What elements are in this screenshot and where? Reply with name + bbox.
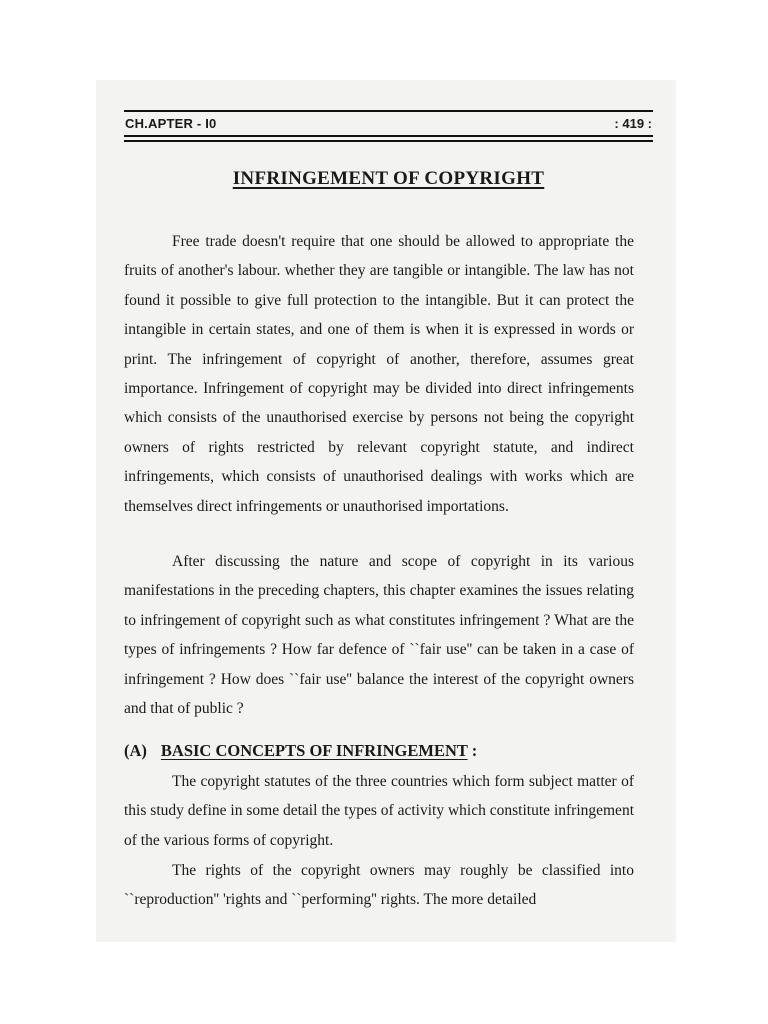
paragraph-4: The rights of the copyright owners may roughly be classified into ``reproduction'' 'rights and ``performing'' rights. The more detailed [124,862,634,909]
section-label: (A) [124,741,147,760]
section-heading [124,741,477,761]
paragraph-block [124,547,634,723]
paragraph-block [124,767,634,855]
header-rule-bottom-double [124,140,653,142]
header-rule-bottom [124,135,653,137]
paragraph-block [124,856,634,915]
chapter-label: CH.APTER - I0 [125,116,217,131]
section-heading-text: BASIC CONCEPTS OF INFRINGEMENT [160,741,468,760]
paragraph-block [124,227,634,521]
section-heading-suffix: : [467,741,478,760]
page-number: : 419 : [614,116,652,131]
paragraph-3: The copyright statutes of the three countries which form subject matter of this study define in some detail the types of activity which constitute infringement of the various forms of copyright. [124,773,634,849]
page-title: INFRINGEMENT OF COPYRIGHT [232,168,545,189]
header-rule-top [124,110,653,112]
paragraph-2: After discussing the nature and scope of copyright in its various manifestations in the preceding chapters, this chapter examines the issues relating to infringement of copyright such as what constitutes infringement ? What are the types of infringements ? How far defence of ``fair use'' can be taken in a case of infringement ? How does ``fair use'' balance the interest of the copyright owners and that of public ? [124,553,634,718]
paragraph-1: Free trade doesn't require that one should be allowed to appropriate the fruits of another's labour. whether they are tangible or intangible. The law has not found it possible to give full protection to the intangible. But it can protect the intangible in certain states, and one of them is when it is expressed in words or print. The infringement of copyright of another, therefore, assumes great importance. Infringement of copyright may be divided into direct infringements which consists of the unauthorised exercise by persons not being the copyright owners of rights restricted by relevant copyright statute, and indirect infringements, which consists of unauthorised dealings with works which are themselves direct infringements or unauthorised importations. [124,233,634,515]
